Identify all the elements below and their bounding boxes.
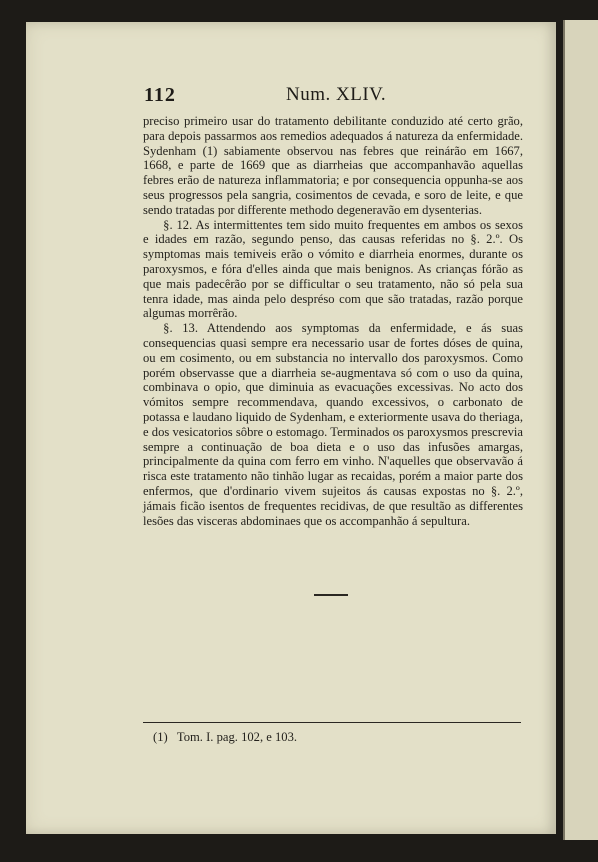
paragraph-section-13: §. 13. Attendendo aos symptomas da enfermidade, e ás suas consequencias quasi sempre era necessario usar de fortes dóses de quina, ou em cosimento, ou em substancia no intervallo dos paroxysmos. Como porém observasse que a diarrheia se-augmentava só com o uso da quina, combinava o opio, que diminuia as evacuações excessivas. No acto dos vómitos sempre recommendava, quando excessivos, o carbonato de potassa e laudano liquido de Sydenham, e exteriormente usava do theriaga, e dos vesicatorios sôbre o estomago. Terminados os paroxysmos prescrevia sempre a continuação de boa dieta e o uso das infusões amargas, principalmente da quina com ferro em vinho. N'aquelles que observavão á risca este tratamento não tinhão lugar as recaidas, porém a maior parte dos enfermos, que d'ordinario vivem sujeitos ás causas expostas no §. 2.º, jámais ficão isentos de frequentes recidivas, de que resultão as differentes lesões das visceras abdominaes que os accompanhão á sepultura. [143, 321, 523, 528]
page-header [144, 84, 524, 108]
running-title: Num. XLIV. [286, 84, 387, 105]
footnote-rule [143, 722, 521, 723]
body-text [143, 114, 523, 528]
footnote [153, 730, 297, 745]
paragraph-continuation: preciso primeiro usar do tratamento debilitante conduzido até certo grão, para depois passarmos aos remedios adequados á natureza da enfermidade. Sydenham (1) sabiamente observou nas febres que reinárão em 1667, 1668, e parte de 1669 que as diarrheias que accompanhavão aquellas febres erão de natureza inflammatoria; e por consequencia oppunha-se aos seus progressos pela sangria, cosimentos de cevada, e soro de leite, e que sendo tratadas por differente methodo degeneravão em dysenterias. [143, 114, 523, 217]
footnote-marker: (1) [153, 730, 168, 744]
section-separator-rule [314, 594, 348, 596]
page-number: 112 [144, 84, 176, 106]
footnote-text: Tom. I. pag. 102, e 103. [176, 730, 298, 744]
paragraph-section-12: §. 12. As intermittentes tem sido muito frequentes em ambos os sexos e idades em razão, segundo penso, das causas referidas no §. 2.º. Os symptomas mais temiveis erão o vómito e diarrheia enormes, durante os paroxysmos, e fóra d'elles ainda que mais benignos. As crianças fórão as que mais padecêrão por se difficultar o seu tratamento, não só pela sua tenra idade, mas ainda pelo despréso com que são tratadas, razão porque algumas morrêrão. [143, 217, 523, 321]
adjacent-page-edge [563, 20, 598, 840]
